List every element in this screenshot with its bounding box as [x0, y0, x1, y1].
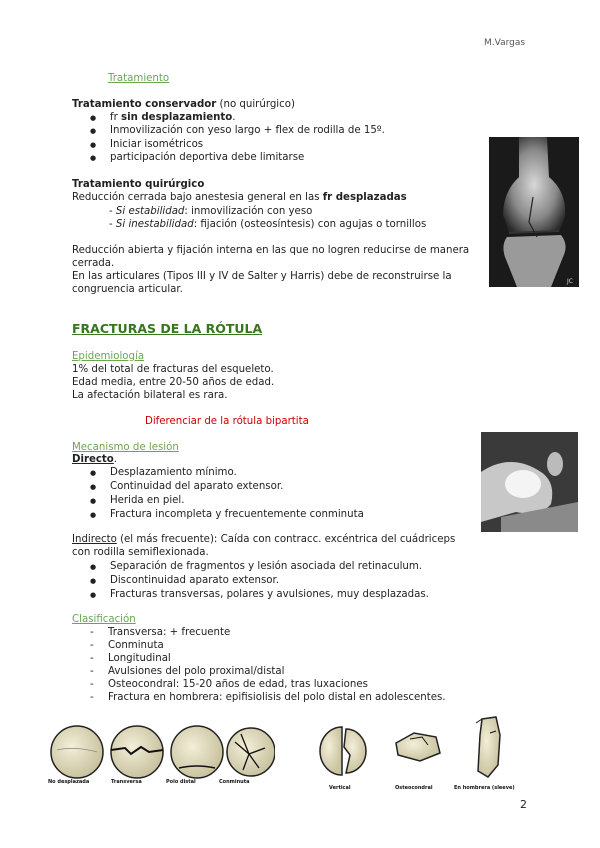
epidemiologia-title: Epidemiología: [72, 351, 145, 362]
figure-caption: En hombrera (sleeve): [454, 785, 515, 791]
section-title-rotula: FRACTURAS DE LA RÓTULA: [72, 321, 263, 336]
paragraph-line: La afectación bilateral es rara.: [72, 390, 228, 401]
figure-caption: Transversa: [111, 779, 142, 785]
quirurgico-heading: Tratamiento quirúrgico: [72, 179, 205, 190]
list-item: - Longitudinal: [108, 652, 171, 665]
paragraph-line: En las articulares (Tipos III y IV de Salter y Harris) debe de reconstruirse la: [72, 271, 452, 282]
quirurgico-sub1: - Si estabilidad: inmovilización con yeso: [109, 206, 313, 217]
clasificacion-title: Clasificación: [72, 614, 136, 625]
figure-caption: Osteocondral: [395, 785, 433, 791]
quirurgico-line: Reducción cerrada bajo anestesia general en las fr desplazadas: [72, 192, 407, 203]
paragraph-line: cerrada.: [72, 258, 115, 269]
figure-caption: Polo distal: [166, 779, 196, 785]
indirecto-line2: con rodilla semiflexionada.: [72, 547, 209, 558]
author-header: M.Vargas: [484, 38, 526, 48]
list-item: ● Iniciar isométricos: [110, 138, 203, 151]
figure-caption: Vertical: [329, 785, 351, 791]
knee-xray-image: [489, 137, 579, 287]
list-item: ● Separación de fragmentos y lesión asociada del retinaculum.: [110, 560, 422, 573]
xray-label: JC: [567, 278, 573, 285]
list-item: ● Continuidad del aparato extensor.: [110, 480, 283, 493]
list-item: - Transversa: + frecuente: [108, 626, 230, 639]
paragraph-line: 1% del total de fracturas del esqueleto.: [72, 364, 274, 375]
paragraph-line: congruencia articular.: [72, 284, 183, 295]
list-item: ● Discontinuidad aparato extensor.: [110, 574, 279, 587]
knee-lateral-xray-image: [481, 432, 578, 532]
list-item: ● Fracturas transversas, polares y avulsiones, muy desplazadas.: [110, 588, 429, 601]
list-item: ● Inmovilización con yeso largo + flex de rodilla de 15º.: [110, 124, 385, 137]
list-item: - Fractura en hombrera: epifisiolisis del polo distal en adolescentes.: [108, 691, 446, 704]
directo-label: Directo.: [72, 454, 118, 465]
note-bipartita: Diferenciar de la rótula bipartita: [145, 416, 309, 427]
mecanismo-title: Mecanismo de lesión: [72, 442, 179, 453]
quirurgico-sub2: - Si inestabilidad: fijación (osteosíntesis) con agujas o tornillos: [109, 219, 427, 230]
indirecto-line: Indirecto (el más frecuente): Caída con contracc. excéntrica del cuádriceps: [72, 534, 456, 545]
list-item: ● fr sin desplazamiento.: [110, 111, 236, 124]
conservador-heading: Tratamiento conservador (no quirúrgico): [72, 99, 295, 110]
paragraph-line: Edad media, entre 20-50 años de edad.: [72, 377, 275, 388]
list-item: ● participación deportiva debe limitarse: [110, 151, 304, 164]
paragraph-line: Reducción abierta y fijación interna en las que no logren reducirse de manera: [72, 245, 470, 256]
list-item: ● Fractura incompleta y frecuentemente conminuta: [110, 508, 364, 521]
figure-caption: No desplazada: [48, 779, 90, 785]
list-item: - Osteocondral: 15-20 años de edad, tras luxaciones: [108, 678, 368, 691]
patella-types-figure-2: [310, 715, 525, 785]
list-item: ● Herida en piel.: [110, 494, 185, 507]
list-item: - Conminuta: [108, 639, 164, 652]
section-title-tratamiento: Tratamiento: [108, 73, 170, 84]
list-item: ● Desplazamiento mínimo.: [110, 466, 237, 479]
figure-caption: Conminuta: [219, 779, 250, 785]
list-item: - Avulsiones del polo proximal/distal: [108, 665, 284, 678]
page-number: 2: [520, 798, 527, 811]
